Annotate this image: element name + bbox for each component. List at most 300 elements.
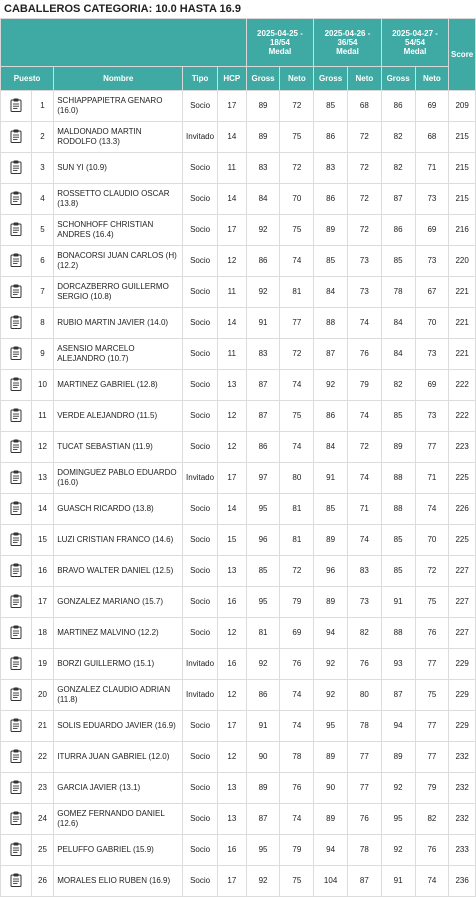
table-row <box>1 401 476 432</box>
hcp-cell: 17 <box>217 215 246 246</box>
gross-3-cell: 82 <box>381 122 415 153</box>
clipboard-icon[interactable] <box>10 160 22 174</box>
table-row <box>1 587 476 618</box>
hcp-cell: 12 <box>217 680 246 711</box>
gross-1-cell: 86 <box>246 246 280 277</box>
gross-header-2[interactable]: Gross <box>314 67 348 91</box>
puesto-cell: 25 <box>31 835 54 866</box>
neto-3-cell: 79 <box>415 773 449 804</box>
puesto-cell: 12 <box>31 432 54 463</box>
round-3-holes: 54/54 <box>405 38 426 47</box>
clipboard-icon[interactable] <box>10 501 22 515</box>
gross-1-cell: 87 <box>246 804 280 835</box>
gross-2-cell: 89 <box>314 742 348 773</box>
neto-header-3[interactable]: Neto <box>415 67 449 91</box>
clipboard-icon[interactable] <box>10 284 22 298</box>
table-row <box>1 370 476 401</box>
scorecard-button[interactable] <box>1 866 32 897</box>
table-row <box>1 246 476 277</box>
tipo-cell: Socio <box>183 587 218 618</box>
gross-3-cell: 82 <box>381 370 415 401</box>
name-cell: MARTINEZ GABRIEL (12.8) <box>54 370 183 401</box>
scorecard-button[interactable] <box>1 835 32 866</box>
neto-2-cell: 83 <box>347 556 381 587</box>
hcp-cell: 12 <box>217 618 246 649</box>
name-cell: VERDE ALEJANDRO (11.5) <box>54 401 183 432</box>
puesto-cell: 26 <box>31 866 54 897</box>
neto-2-cell: 72 <box>347 215 381 246</box>
scorecard-button[interactable] <box>1 804 32 835</box>
gross-3-cell: 95 <box>381 804 415 835</box>
hcp-cell: 12 <box>217 246 246 277</box>
scorecard-button[interactable] <box>1 215 32 246</box>
gross-2-cell: 94 <box>314 618 348 649</box>
scorecard-button[interactable] <box>1 711 32 742</box>
neto-2-cell: 74 <box>347 308 381 339</box>
scorecard-button[interactable] <box>1 308 32 339</box>
gross-3-cell: 85 <box>381 556 415 587</box>
table-row <box>1 277 476 308</box>
nombre-header[interactable]: Nombre <box>54 67 183 91</box>
neto-header-1[interactable]: Neto <box>280 67 314 91</box>
gross-3-cell: 89 <box>381 742 415 773</box>
table-row <box>1 649 476 680</box>
score-cell: 233 <box>449 835 476 866</box>
hcp-cell: 16 <box>217 649 246 680</box>
clipboard-icon[interactable] <box>10 625 22 639</box>
neto-2-cell: 80 <box>347 680 381 711</box>
round-2-date: 2025-04-26 - <box>324 29 371 38</box>
gross-1-cell: 95 <box>246 494 280 525</box>
gross-1-cell: 89 <box>246 773 280 804</box>
gross-2-cell: 94 <box>314 835 348 866</box>
clipboard-icon[interactable] <box>10 749 22 763</box>
name-cell: GONZALEZ CLAUDIO ADRIAN (11.8) <box>54 680 183 711</box>
name-cell: SUN YI (10.9) <box>54 153 183 184</box>
table-row <box>1 494 476 525</box>
header-row-rounds <box>1 19 476 67</box>
scorecard-button[interactable] <box>1 432 32 463</box>
neto-1-cell: 81 <box>280 494 314 525</box>
name-cell: MALDONADO MARTIN RODOLFO (13.3) <box>54 122 183 153</box>
clipboard-icon[interactable] <box>10 470 22 484</box>
neto-1-cell: 77 <box>280 308 314 339</box>
neto-1-cell: 74 <box>280 680 314 711</box>
hcp-cell: 13 <box>217 370 246 401</box>
name-cell: TUCAT SEBASTIAN (11.9) <box>54 432 183 463</box>
score-cell: 229 <box>449 649 476 680</box>
hcp-cell: 11 <box>217 339 246 370</box>
tipo-cell: Socio <box>183 556 218 587</box>
scorecard-button[interactable] <box>1 91 32 122</box>
round-1-holes: 18/54 <box>269 38 290 47</box>
round-3-date: 2025-04-27 - <box>392 29 438 38</box>
score-cell: 221 <box>449 339 476 370</box>
neto-2-cell: 77 <box>347 742 381 773</box>
puesto-cell: 2 <box>31 122 54 153</box>
puesto-cell: 7 <box>31 277 54 308</box>
round-2-mode: Medal <box>336 47 359 56</box>
gross-1-cell: 96 <box>246 525 280 556</box>
table-row <box>1 122 476 153</box>
gross-1-cell: 87 <box>246 401 280 432</box>
score-cell: 220 <box>449 246 476 277</box>
tipo-header[interactable]: Tipo <box>183 67 218 91</box>
neto-1-cell: 79 <box>280 835 314 866</box>
score-cell: 232 <box>449 773 476 804</box>
neto-3-cell: 77 <box>415 432 449 463</box>
neto-3-cell: 77 <box>415 711 449 742</box>
gross-header-3[interactable]: Gross <box>381 67 415 91</box>
puesto-cell: 8 <box>31 308 54 339</box>
clipboard-icon[interactable] <box>10 253 22 267</box>
gross-2-cell: 104 <box>314 866 348 897</box>
table-row <box>1 153 476 184</box>
gross-3-cell: 84 <box>381 308 415 339</box>
table-row <box>1 339 476 370</box>
scorecard-button[interactable] <box>1 680 32 711</box>
name-cell: SCHONHOFF CHRISTIAN ANDRES (16.4) <box>54 215 183 246</box>
scorecard-button[interactable] <box>1 618 32 649</box>
gross-1-cell: 92 <box>246 277 280 308</box>
gross-3-cell: 87 <box>381 184 415 215</box>
score-cell: 221 <box>449 277 476 308</box>
gross-3-cell: 88 <box>381 463 415 494</box>
tipo-cell: Socio <box>183 742 218 773</box>
table-row <box>1 463 476 494</box>
puesto-cell: 16 <box>31 556 54 587</box>
neto-3-cell: 67 <box>415 277 449 308</box>
gross-1-cell: 87 <box>246 370 280 401</box>
scorecard-button[interactable] <box>1 587 32 618</box>
score-cell: 222 <box>449 401 476 432</box>
score-cell: 227 <box>449 587 476 618</box>
neto-2-cell: 72 <box>347 153 381 184</box>
neto-2-cell: 82 <box>347 618 381 649</box>
gross-2-cell: 95 <box>314 711 348 742</box>
neto-1-cell: 75 <box>280 866 314 897</box>
score-cell: 215 <box>449 184 476 215</box>
scorecard-button[interactable] <box>1 494 32 525</box>
neto-3-cell: 69 <box>415 91 449 122</box>
hcp-cell: 11 <box>217 277 246 308</box>
scorecard-button[interactable] <box>1 184 32 215</box>
scorecard-button[interactable] <box>1 277 32 308</box>
neto-1-cell: 78 <box>280 742 314 773</box>
neto-2-cell: 72 <box>347 432 381 463</box>
clipboard-icon[interactable] <box>10 408 22 422</box>
neto-2-cell: 68 <box>347 91 381 122</box>
scorecard-button[interactable] <box>1 339 32 370</box>
gross-2-cell: 91 <box>314 463 348 494</box>
gross-3-cell: 92 <box>381 773 415 804</box>
hcp-cell: 13 <box>217 804 246 835</box>
round-3-header <box>381 19 449 67</box>
tipo-cell: Socio <box>183 432 218 463</box>
tipo-cell: Socio <box>183 401 218 432</box>
scorecard-button[interactable] <box>1 463 32 494</box>
gross-1-cell: 81 <box>246 618 280 649</box>
gross-2-cell: 85 <box>314 91 348 122</box>
puesto-cell: 6 <box>31 246 54 277</box>
table-row <box>1 835 476 866</box>
score-cell: 215 <box>449 122 476 153</box>
clipboard-icon[interactable] <box>10 315 22 329</box>
hcp-cell: 16 <box>217 835 246 866</box>
clipboard-icon[interactable] <box>10 656 22 670</box>
puesto-cell: 18 <box>31 618 54 649</box>
scorecard-button[interactable] <box>1 370 32 401</box>
table-row <box>1 742 476 773</box>
score-header[interactable]: Score <box>449 19 476 91</box>
gross-2-cell: 84 <box>314 432 348 463</box>
neto-1-cell: 74 <box>280 370 314 401</box>
clipboard-icon[interactable] <box>10 98 22 112</box>
clipboard-icon[interactable] <box>10 532 22 546</box>
gross-1-cell: 92 <box>246 649 280 680</box>
scorecard-button[interactable] <box>1 153 32 184</box>
clipboard-icon[interactable] <box>10 129 22 143</box>
scorecard-button[interactable] <box>1 401 32 432</box>
gross-3-cell: 92 <box>381 835 415 866</box>
clipboard-icon[interactable] <box>10 222 22 236</box>
hcp-cell: 12 <box>217 401 246 432</box>
score-cell: 232 <box>449 804 476 835</box>
gross-1-cell: 90 <box>246 742 280 773</box>
gross-3-cell: 86 <box>381 215 415 246</box>
scorecard-button[interactable] <box>1 742 32 773</box>
gross-1-cell: 84 <box>246 184 280 215</box>
gross-2-cell: 83 <box>314 153 348 184</box>
results-table <box>0 18 476 897</box>
name-cell: SCHIAPPAPIETRA GENARO (16.0) <box>54 91 183 122</box>
tipo-cell: Invitado <box>183 649 218 680</box>
gross-header-1[interactable]: Gross <box>246 67 280 91</box>
gross-2-cell: 84 <box>314 277 348 308</box>
gross-3-cell: 84 <box>381 339 415 370</box>
score-cell: 222 <box>449 370 476 401</box>
hcp-cell: 14 <box>217 122 246 153</box>
tipo-cell: Socio <box>183 835 218 866</box>
clipboard-icon[interactable] <box>10 718 22 732</box>
neto-3-cell: 69 <box>415 215 449 246</box>
tipo-cell: Socio <box>183 711 218 742</box>
table-row <box>1 680 476 711</box>
clipboard-icon[interactable] <box>10 563 22 577</box>
neto-3-cell: 70 <box>415 525 449 556</box>
neto-1-cell: 76 <box>280 649 314 680</box>
table-row <box>1 773 476 804</box>
puesto-cell: 24 <box>31 804 54 835</box>
hcp-cell: 17 <box>217 91 246 122</box>
gross-1-cell: 92 <box>246 215 280 246</box>
name-cell: DORCAZBERRO GUILLERMO SERGIO (10.8) <box>54 277 183 308</box>
neto-2-cell: 74 <box>347 463 381 494</box>
neto-1-cell: 81 <box>280 525 314 556</box>
neto-2-cell: 72 <box>347 122 381 153</box>
scorecard-button[interactable] <box>1 773 32 804</box>
scorecard-button[interactable] <box>1 556 32 587</box>
neto-3-cell: 77 <box>415 742 449 773</box>
puesto-cell: 10 <box>31 370 54 401</box>
neto-2-cell: 78 <box>347 711 381 742</box>
table-row <box>1 432 476 463</box>
hcp-header[interactable]: HCP <box>217 67 246 91</box>
neto-2-cell: 73 <box>347 587 381 618</box>
neto-1-cell: 72 <box>280 153 314 184</box>
name-cell: MORALES ELIO RUBEN (16.9) <box>54 866 183 897</box>
gross-2-cell: 88 <box>314 308 348 339</box>
name-cell: BORZI GUILLERMO (15.1) <box>54 649 183 680</box>
clipboard-icon[interactable] <box>10 873 22 887</box>
gross-1-cell: 83 <box>246 339 280 370</box>
gross-1-cell: 83 <box>246 153 280 184</box>
tipo-cell: Socio <box>183 804 218 835</box>
gross-1-cell: 89 <box>246 122 280 153</box>
hcp-cell: 17 <box>217 866 246 897</box>
gross-2-cell: 92 <box>314 680 348 711</box>
puesto-cell: 9 <box>31 339 54 370</box>
gross-3-cell: 85 <box>381 246 415 277</box>
clipboard-icon[interactable] <box>10 594 22 608</box>
neto-2-cell: 76 <box>347 339 381 370</box>
neto-1-cell: 72 <box>280 91 314 122</box>
gross-1-cell: 92 <box>246 866 280 897</box>
gross-3-cell: 85 <box>381 401 415 432</box>
gross-3-cell: 91 <box>381 587 415 618</box>
name-cell: RUBIO MARTIN JAVIER (14.0) <box>54 308 183 339</box>
score-cell: 225 <box>449 463 476 494</box>
table-row <box>1 618 476 649</box>
tipo-cell: Socio <box>183 308 218 339</box>
hcp-cell: 13 <box>217 556 246 587</box>
puesto-cell: 1 <box>31 91 54 122</box>
gross-3-cell: 85 <box>381 525 415 556</box>
clipboard-icon[interactable] <box>10 811 22 825</box>
neto-3-cell: 71 <box>415 463 449 494</box>
round-3-mode: Medal <box>403 47 427 56</box>
neto-1-cell: 74 <box>280 711 314 742</box>
tipo-cell: Socio <box>183 277 218 308</box>
table-row <box>1 525 476 556</box>
gross-2-cell: 86 <box>314 184 348 215</box>
puesto-cell: 3 <box>31 153 54 184</box>
scorecard-button[interactable] <box>1 122 32 153</box>
scorecard-button[interactable] <box>1 246 32 277</box>
neto-3-cell: 75 <box>415 587 449 618</box>
gross-2-cell: 89 <box>314 804 348 835</box>
tipo-cell: Invitado <box>183 680 218 711</box>
gross-2-cell: 96 <box>314 556 348 587</box>
puesto-cell: 20 <box>31 680 54 711</box>
header-row-columns <box>1 67 476 91</box>
puesto-cell: 5 <box>31 215 54 246</box>
neto-3-cell: 71 <box>415 153 449 184</box>
tipo-cell: Socio <box>183 618 218 649</box>
name-cell: DOMINGUEZ PABLO EDUARDO (16.0) <box>54 463 183 494</box>
name-cell: GOMEZ FERNANDO DANIEL (12.6) <box>54 804 183 835</box>
neto-header-2[interactable]: Neto <box>347 67 381 91</box>
scorecard-button[interactable] <box>1 649 32 680</box>
hcp-cell: 15 <box>217 525 246 556</box>
neto-2-cell: 74 <box>347 525 381 556</box>
gross-2-cell: 87 <box>314 339 348 370</box>
gross-3-cell: 94 <box>381 711 415 742</box>
gross-3-cell: 88 <box>381 494 415 525</box>
neto-1-cell: 74 <box>280 432 314 463</box>
scorecard-button[interactable] <box>1 525 32 556</box>
gross-3-cell: 93 <box>381 649 415 680</box>
clipboard-icon[interactable] <box>10 842 22 856</box>
clipboard-icon[interactable] <box>10 780 22 794</box>
neto-2-cell: 74 <box>347 401 381 432</box>
score-cell: 227 <box>449 556 476 587</box>
gross-2-cell: 86 <box>314 401 348 432</box>
tipo-cell: Socio <box>183 773 218 804</box>
table-row <box>1 184 476 215</box>
name-cell: LUZI CRISTIAN FRANCO (14.6) <box>54 525 183 556</box>
clipboard-icon[interactable] <box>10 191 22 205</box>
name-cell: GUASCH RICARDO (13.8) <box>54 494 183 525</box>
neto-1-cell: 72 <box>280 339 314 370</box>
table-row <box>1 711 476 742</box>
table-row <box>1 556 476 587</box>
neto-3-cell: 73 <box>415 339 449 370</box>
neto-3-cell: 73 <box>415 246 449 277</box>
gross-3-cell: 78 <box>381 277 415 308</box>
neto-1-cell: 74 <box>280 246 314 277</box>
puesto-cell: 4 <box>31 184 54 215</box>
name-cell: BONACORSI JUAN CARLOS (H) (12.2) <box>54 246 183 277</box>
neto-1-cell: 74 <box>280 804 314 835</box>
gross-2-cell: 89 <box>314 215 348 246</box>
neto-3-cell: 77 <box>415 649 449 680</box>
name-cell: SOLIS EDUARDO JAVIER (16.9) <box>54 711 183 742</box>
puesto-cell: 17 <box>31 587 54 618</box>
gross-3-cell: 91 <box>381 866 415 897</box>
gross-2-cell: 86 <box>314 122 348 153</box>
hcp-cell: 16 <box>217 587 246 618</box>
neto-3-cell: 73 <box>415 184 449 215</box>
gross-1-cell: 91 <box>246 711 280 742</box>
neto-3-cell: 75 <box>415 680 449 711</box>
score-cell: 229 <box>449 711 476 742</box>
neto-3-cell: 76 <box>415 618 449 649</box>
neto-1-cell: 75 <box>280 215 314 246</box>
score-cell: 215 <box>449 153 476 184</box>
tipo-cell: Socio <box>183 153 218 184</box>
neto-2-cell: 87 <box>347 866 381 897</box>
clipboard-icon[interactable] <box>10 346 22 360</box>
neto-2-cell: 79 <box>347 370 381 401</box>
tipo-cell: Socio <box>183 184 218 215</box>
tipo-cell: Socio <box>183 525 218 556</box>
name-cell: ITURRA JUAN GABRIEL (12.0) <box>54 742 183 773</box>
clipboard-icon[interactable] <box>10 439 22 453</box>
name-cell: BRAVO WALTER DANIEL (12.5) <box>54 556 183 587</box>
score-cell: 229 <box>449 680 476 711</box>
table-row <box>1 91 476 122</box>
clipboard-icon[interactable] <box>10 377 22 391</box>
clipboard-icon[interactable] <box>10 687 22 701</box>
score-cell: 226 <box>449 494 476 525</box>
neto-2-cell: 76 <box>347 649 381 680</box>
round-1-date: 2025-04-25 - <box>257 29 303 38</box>
hcp-cell: 13 <box>217 773 246 804</box>
neto-1-cell: 69 <box>280 618 314 649</box>
puesto-cell: 19 <box>31 649 54 680</box>
puesto-header[interactable]: Puesto <box>1 67 54 91</box>
